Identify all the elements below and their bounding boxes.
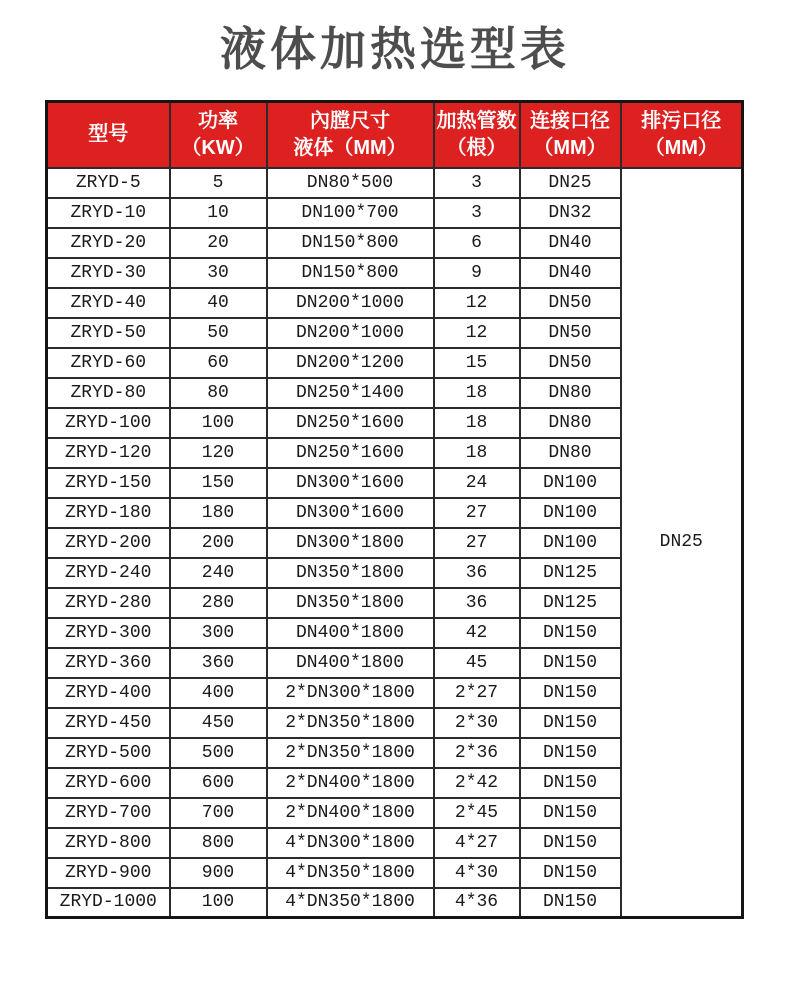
header-tube-count-label: 加热管数 bbox=[436, 109, 517, 132]
cell-conn: DN80 bbox=[520, 408, 621, 438]
cell-conn: DN150 bbox=[520, 738, 621, 768]
header-power-label: 功率 bbox=[198, 109, 238, 132]
cell-model: ZRYD-600 bbox=[47, 768, 170, 798]
cell-model: ZRYD-30 bbox=[47, 258, 170, 288]
cell-power: 5 bbox=[170, 168, 267, 198]
cell-conn: DN80 bbox=[520, 438, 621, 468]
cell-size: DN100*700 bbox=[267, 198, 434, 228]
cell-conn: DN40 bbox=[520, 228, 621, 258]
cell-tubes: 2*42 bbox=[434, 768, 520, 798]
cell-conn: DN150 bbox=[520, 648, 621, 678]
cell-conn: DN150 bbox=[520, 858, 621, 888]
selection-table bbox=[45, 100, 744, 919]
cell-power: 80 bbox=[170, 378, 267, 408]
cell-model: ZRYD-200 bbox=[47, 528, 170, 558]
cell-model: ZRYD-450 bbox=[47, 708, 170, 738]
cell-model: ZRYD-50 bbox=[47, 318, 170, 348]
cell-tubes: 4*27 bbox=[434, 828, 520, 858]
header-tube-count-unit: （根） bbox=[446, 136, 507, 159]
cell-model: ZRYD-150 bbox=[47, 468, 170, 498]
header-drain-diameter bbox=[621, 102, 743, 168]
cell-model: ZRYD-700 bbox=[47, 798, 170, 828]
cell-model: ZRYD-10 bbox=[47, 198, 170, 228]
cell-tubes: 12 bbox=[434, 318, 520, 348]
header-connection-diameter-label: 连接口径 bbox=[530, 109, 610, 132]
cell-size: DN150*800 bbox=[267, 258, 434, 288]
cell-model: ZRYD-800 bbox=[47, 828, 170, 858]
cell-model: ZRYD-500 bbox=[47, 738, 170, 768]
cell-power: 100 bbox=[170, 408, 267, 438]
cell-model: ZRYD-1000 bbox=[47, 888, 170, 918]
cell-power: 280 bbox=[170, 588, 267, 618]
cell-conn: DN100 bbox=[520, 468, 621, 498]
cell-conn: DN50 bbox=[520, 288, 621, 318]
cell-conn: DN50 bbox=[520, 348, 621, 378]
cell-power: 200 bbox=[170, 528, 267, 558]
cell-tubes: 24 bbox=[434, 468, 520, 498]
cell-size: DN200*1000 bbox=[267, 288, 434, 318]
cell-size: DN250*1600 bbox=[267, 408, 434, 438]
cell-tubes: 2*36 bbox=[434, 738, 520, 768]
header-tube-count bbox=[434, 102, 520, 168]
cell-power: 180 bbox=[170, 498, 267, 528]
cell-power: 30 bbox=[170, 258, 267, 288]
header-model bbox=[47, 102, 170, 168]
cell-conn: DN40 bbox=[520, 258, 621, 288]
cell-size: DN400*1800 bbox=[267, 618, 434, 648]
header-drain-diameter-label: 排污口径 bbox=[641, 109, 722, 132]
header-row bbox=[47, 102, 743, 168]
header-connection-diameter bbox=[520, 102, 621, 168]
cell-power: 40 bbox=[170, 288, 267, 318]
cell-tubes: 18 bbox=[434, 378, 520, 408]
cell-size: 4*DN350*1800 bbox=[267, 858, 434, 888]
cell-tubes: 3 bbox=[434, 198, 520, 228]
cell-size: DN350*1800 bbox=[267, 588, 434, 618]
cell-tubes: 42 bbox=[434, 618, 520, 648]
cell-conn: DN150 bbox=[520, 708, 621, 738]
cell-power: 360 bbox=[170, 648, 267, 678]
cell-power: 150 bbox=[170, 468, 267, 498]
cell-tubes: 2*45 bbox=[434, 798, 520, 828]
cell-model: ZRYD-40 bbox=[47, 288, 170, 318]
cell-conn: DN150 bbox=[520, 678, 621, 708]
header-chamber-size-label: 內膛尺寸 bbox=[310, 109, 390, 132]
cell-size: DN300*1600 bbox=[267, 498, 434, 528]
header-chamber-size bbox=[267, 102, 434, 168]
cell-conn: DN32 bbox=[520, 198, 621, 228]
cell-size: DN200*1000 bbox=[267, 318, 434, 348]
cell-conn: DN50 bbox=[520, 318, 621, 348]
cell-tubes: 15 bbox=[434, 348, 520, 378]
table-body bbox=[47, 168, 743, 918]
cell-tubes: 18 bbox=[434, 408, 520, 438]
header-power-unit: （KW） bbox=[181, 136, 255, 159]
cell-tubes: 18 bbox=[434, 438, 520, 468]
cell-size: 2*DN400*1800 bbox=[267, 768, 434, 798]
cell-conn: DN100 bbox=[520, 498, 621, 528]
cell-tubes: 2*30 bbox=[434, 708, 520, 738]
cell-size: DN250*1400 bbox=[267, 378, 434, 408]
cell-size: DN80*500 bbox=[267, 168, 434, 198]
cell-model: ZRYD-20 bbox=[47, 228, 170, 258]
cell-size: 2*DN300*1800 bbox=[267, 678, 434, 708]
cell-model: ZRYD-180 bbox=[47, 498, 170, 528]
cell-conn: DN150 bbox=[520, 618, 621, 648]
cell-conn: DN150 bbox=[520, 798, 621, 828]
header-drain-diameter-unit: （MM） bbox=[644, 136, 718, 159]
cell-tubes: 36 bbox=[434, 558, 520, 588]
header-connection-diameter-unit: （MM） bbox=[533, 136, 607, 159]
cell-size: 4*DN350*1800 bbox=[267, 888, 434, 918]
cell-conn: DN150 bbox=[520, 768, 621, 798]
cell-power: 800 bbox=[170, 828, 267, 858]
cell-tubes: 27 bbox=[434, 498, 520, 528]
cell-power: 50 bbox=[170, 318, 267, 348]
cell-model: ZRYD-80 bbox=[47, 378, 170, 408]
cell-power: 100 bbox=[170, 888, 267, 918]
cell-conn: DN80 bbox=[520, 378, 621, 408]
cell-tubes: 36 bbox=[434, 588, 520, 618]
cell-conn: DN150 bbox=[520, 828, 621, 858]
cell-power: 120 bbox=[170, 438, 267, 468]
cell-tubes: 9 bbox=[434, 258, 520, 288]
cell-tubes: 12 bbox=[434, 288, 520, 318]
cell-tubes: 2*27 bbox=[434, 678, 520, 708]
cell-model: ZRYD-900 bbox=[47, 858, 170, 888]
cell-power: 450 bbox=[170, 708, 267, 738]
cell-tubes: 27 bbox=[434, 528, 520, 558]
cell-drain-merged: DN25 bbox=[621, 168, 743, 918]
cell-size: DN300*1600 bbox=[267, 468, 434, 498]
cell-power: 60 bbox=[170, 348, 267, 378]
cell-tubes: 45 bbox=[434, 648, 520, 678]
cell-model: ZRYD-280 bbox=[47, 588, 170, 618]
cell-size: DN250*1600 bbox=[267, 438, 434, 468]
cell-conn: DN25 bbox=[520, 168, 621, 198]
cell-size: 2*DN350*1800 bbox=[267, 738, 434, 768]
cell-size: DN150*800 bbox=[267, 228, 434, 258]
table-header bbox=[47, 102, 743, 168]
cell-model: ZRYD-360 bbox=[47, 648, 170, 678]
cell-power: 700 bbox=[170, 798, 267, 828]
header-chamber-size-unit: 液体（MM） bbox=[293, 136, 407, 159]
cell-model: ZRYD-400 bbox=[47, 678, 170, 708]
cell-power: 900 bbox=[170, 858, 267, 888]
cell-size: 2*DN350*1800 bbox=[267, 708, 434, 738]
cell-power: 600 bbox=[170, 768, 267, 798]
cell-tubes: 4*30 bbox=[434, 858, 520, 888]
cell-model: ZRYD-240 bbox=[47, 558, 170, 588]
cell-power: 20 bbox=[170, 228, 267, 258]
cell-tubes: 3 bbox=[434, 168, 520, 198]
header-model-label: 型号 bbox=[88, 123, 129, 146]
cell-model: ZRYD-300 bbox=[47, 618, 170, 648]
cell-model: ZRYD-5 bbox=[47, 168, 170, 198]
cell-size: 4*DN300*1800 bbox=[267, 828, 434, 858]
cell-size: DN200*1200 bbox=[267, 348, 434, 378]
cell-conn: DN150 bbox=[520, 888, 621, 918]
table-row bbox=[47, 168, 743, 198]
cell-size: DN350*1800 bbox=[267, 558, 434, 588]
page-title: 液体加热选型表 bbox=[220, 23, 570, 75]
cell-size: DN400*1800 bbox=[267, 648, 434, 678]
cell-size: DN300*1800 bbox=[267, 528, 434, 558]
cell-power: 10 bbox=[170, 198, 267, 228]
cell-conn: DN125 bbox=[520, 588, 621, 618]
cell-power: 400 bbox=[170, 678, 267, 708]
cell-model: ZRYD-60 bbox=[47, 348, 170, 378]
cell-model: ZRYD-100 bbox=[47, 408, 170, 438]
header-power bbox=[170, 102, 267, 168]
cell-tubes: 6 bbox=[434, 228, 520, 258]
cell-conn: DN100 bbox=[520, 528, 621, 558]
cell-model: ZRYD-120 bbox=[47, 438, 170, 468]
cell-power: 240 bbox=[170, 558, 267, 588]
cell-size: 2*DN400*1800 bbox=[267, 798, 434, 828]
cell-tubes: 4*36 bbox=[434, 888, 520, 918]
cell-power: 300 bbox=[170, 618, 267, 648]
cell-conn: DN125 bbox=[520, 558, 621, 588]
cell-power: 500 bbox=[170, 738, 267, 768]
